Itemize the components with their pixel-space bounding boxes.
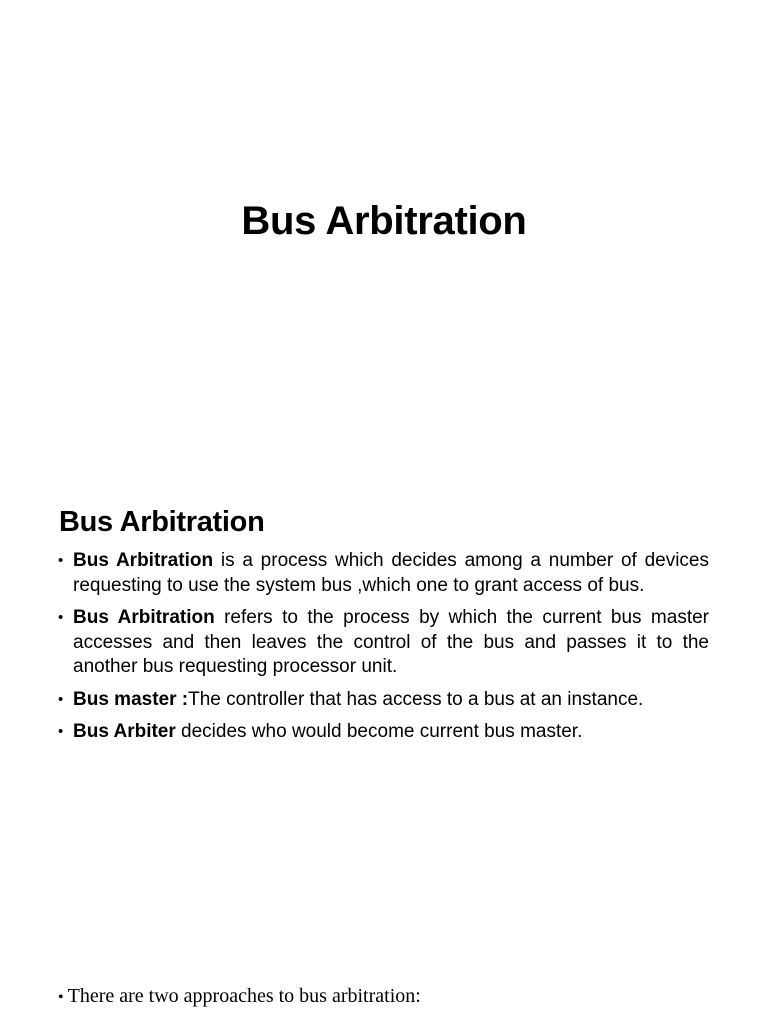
slide-content: [0, 440, 768, 1024]
bullet-list: [58, 549, 709, 753]
bullet-text: decides who would become current bus master.: [175, 721, 583, 742]
slide-heading: Bus Arbitration: [59, 506, 265, 539]
bullet-icon: •: [58, 690, 64, 708]
bullet-term: Bus master :: [73, 688, 189, 710]
bullet-item: [58, 688, 709, 713]
footer-bullet: [58, 983, 421, 1011]
bullet-term: Bus Arbiter: [73, 721, 176, 742]
slide-title-text: Bus Arbitration: [241, 198, 527, 243]
bullet-term: Bus Arbitration: [73, 607, 215, 628]
bullet-icon: •: [58, 989, 64, 1006]
bullet-text: The controller that has access to a bus at an instance.: [188, 688, 644, 710]
bullet-text: is a process which decides among a number of devices requesting to use the system bus ,which one to grant access of bus.: [73, 550, 709, 596]
bullet-icon: •: [58, 609, 64, 626]
bullet-item: [58, 549, 709, 598]
bullet-item: [58, 606, 709, 680]
bullet-item: [58, 720, 709, 745]
bullet-term: Bus Arbitration: [73, 550, 214, 571]
bullet-icon: •: [58, 552, 64, 569]
slide-title: [0, 0, 768, 440]
bullet-icon: •: [58, 723, 64, 740]
bullet-text: refers to the process by which the current bus master accesses and then leaves the control of the bus and passes it to the another bus requesting processor unit.: [73, 607, 709, 677]
footer-bullet-text: There are two approaches to bus arbitration:: [67, 985, 421, 1007]
